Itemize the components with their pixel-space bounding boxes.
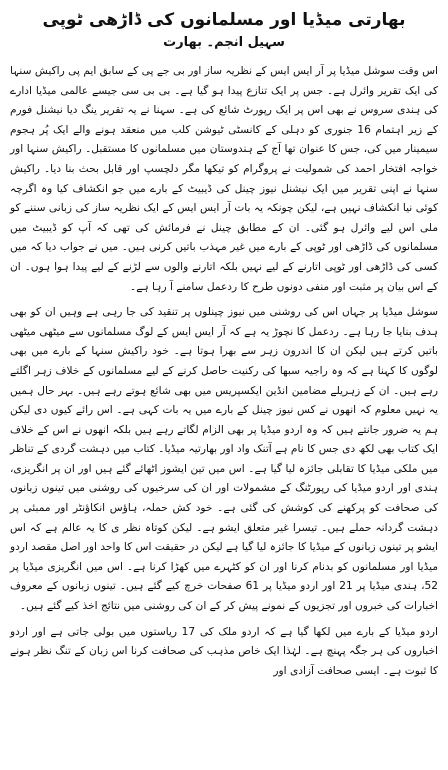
article-title: بھارتی میڈیا اور مسلمانوں کی ڈاڑھی ٹوپی	[42, 10, 406, 30]
author-byline: سہیل انجم۔ بھارت	[163, 35, 285, 50]
paragraph: اس وقت سوشل میڈیا پر آر ایس ایس کے نظریہ ساز اور بی جے پی کے سابق ایم پی راکیش سنہا کی ایک تقریر وائرل ہے۔ جس پر ایک تنازع پیدا ہو گیا ہے۔ بی بی سی جیسے عالمی میڈیا ادارے کی ہندی سروس نے بھی اس پر ایک رپورٹ شائع کی ہے۔ سہنا نے یہ تقریر ینگ دیا نیشنل فورم کے زیر اہتمام 16 جنوری کو دہلی کے کانسٹی ٹیوشن کلب میں منعقد ہونے والے ایک پُر ہجوم سیمینار میں کی، جس کا عنوان تھا آج کے ہندوستان میں مسلمانوں کا مستقبل۔ راکیش سنہا اور خواجہ افتخار احمد کی شمولیت نے پروگرام کو تیکھا مگر دلچسپ اور قابل بحث بنا دیا۔ راکیش سنہا نے اپنی تقریر میں ایک نیشنل نیوز چینل کی ڈیبیٹ کے بارے میں جو انکشاف کیا وہ اگرچہ کوئی نیا انکشاف نہیں ہے، لیکن چونکہ یہ بات آر ایس ایس کے ایک نظریہ ساز کی زبانی سننے کو ملی اس لیے وائرل ہو گئی۔ ان کے مطابق چینل نے فرمائش کی تھی کہ آپ کو ڈیبیٹ میں مسلمانوں کی ڈاڑھی اور ٹوپی کے بارے میں غیر مہذب باتیں کرنی ہیں۔ میں نے جواب دیا کہ میں کسی کی ڈاڑھی اور ٹوپی اتارنے کے لیے نہیں بلکہ اتارنے والوں سے لڑنے کے لیے پیدا ہوا ہوں۔ ان کے اس بیان پر مثبت اور منفی دونوں طرح کا ردعمل سامنے آ رہا ہے۔	[10, 65, 438, 293]
paragraph: سوشل میڈیا پر جہاں اس کی روشنی میں نیوز چینلوں پر تنقید کی جا رہی ہے وہیں ان کو بھی ہدف بنایا جا رہا ہے۔ ردعمل کا نچوڑ یہ ہے کہ آر ایس ایس کے لوگ مسلمانوں سے میٹھی میٹھی باتیں کرتے ہیں لیکن ان کا اندرون زہر سے بھرا ہوتا ہے۔ خود راکیش سنہا کے بارے میں بھی لوگوں کا کہنا ہے کہ وہ راجیہ سبھا کی رکنیت حاصل کرنے کے لیے مسلمانوں کے خلاف زہر اگلتے رہے ہیں۔ ان کے زہریلے مضامین انڈین ایکسپریس میں بھی شائع ہوتے رہے ہیں۔ بہر حال ہمیں یہ نہیں معلوم کہ انھوں نے کس نیوز چینل کے بارے میں یہ بات کہی ہے۔ اس رائے کیوں دی لیکن ہم یہ ضرور جانتے ہیں کہ وہ اردو میڈیا پر بھی الزام لگاتے رہے ہیں بلکہ انھوں نے اس کے خلاف ایک کتاب بھی لکھ دی جس کا نام ہے آتنک واد اور بھارتیہ میڈیا۔ کتاب میں دہشت گردی کے تناظر میں ملکی میڈیا کا تقابلی جائزہ لیا گیا ہے۔ اس میں تین ایشوز اٹھائے گئے ہیں اور ان پر انگریزی، ہندی اور اردو میڈیا کی رپورٹنگ کے مشمولات اور ان کی سرخیوں کی روشنی میں تینوں زبانوں کی صحافت کو پرکھنے کی کوشش کی گئی ہے۔ خود کش حملہ، ہاؤس انکاؤنٹر اور ممبئی پر دہشت گردانہ حملے ہیں۔ تیسرا غیر متعلق ایشو ہے۔ لیکن کوتاہ نظر ی کا یہ عالم ہے کہ اس ایشو پر تینوں زبانوں کے میڈیا کا جائزہ لیا گیا ہے لیکن در حقیقت اس کا واحد اور اصل مقصد اردو میڈیا اور مسلمانوں کو بدنام کرنا اور ان کو کٹہرے میں کھڑا کرنا ہے۔ اس میں انگریزی میڈیا پر 52، ہندی میڈیا پر 21 اور اردو میڈیا پر 61 صفحات خرچ کیے گئے ہیں۔ تینوں زبانوں کے معروف اخبارات کی خبروں اور تجزیوں کے نمونے پیش کر کے ان کی روشنی میں نتائج اخذ کیے گئے ہیں۔	[10, 306, 438, 613]
paragraph: اردو میڈیا کے بارے میں لکھا گیا ہے کہ اردو ملک کی 17 ریاستوں میں بولی جاتی ہے اور اردو اخباروں کی ہر جگہ پہنچ ہے۔ لہٰذا ایک خاص مذہب کی صحافت کرنا اس زبان کے تنگ نظر ہونے کا ثبوت ہے۔ ایسی صحافت آزادی اور	[10, 625, 438, 677]
